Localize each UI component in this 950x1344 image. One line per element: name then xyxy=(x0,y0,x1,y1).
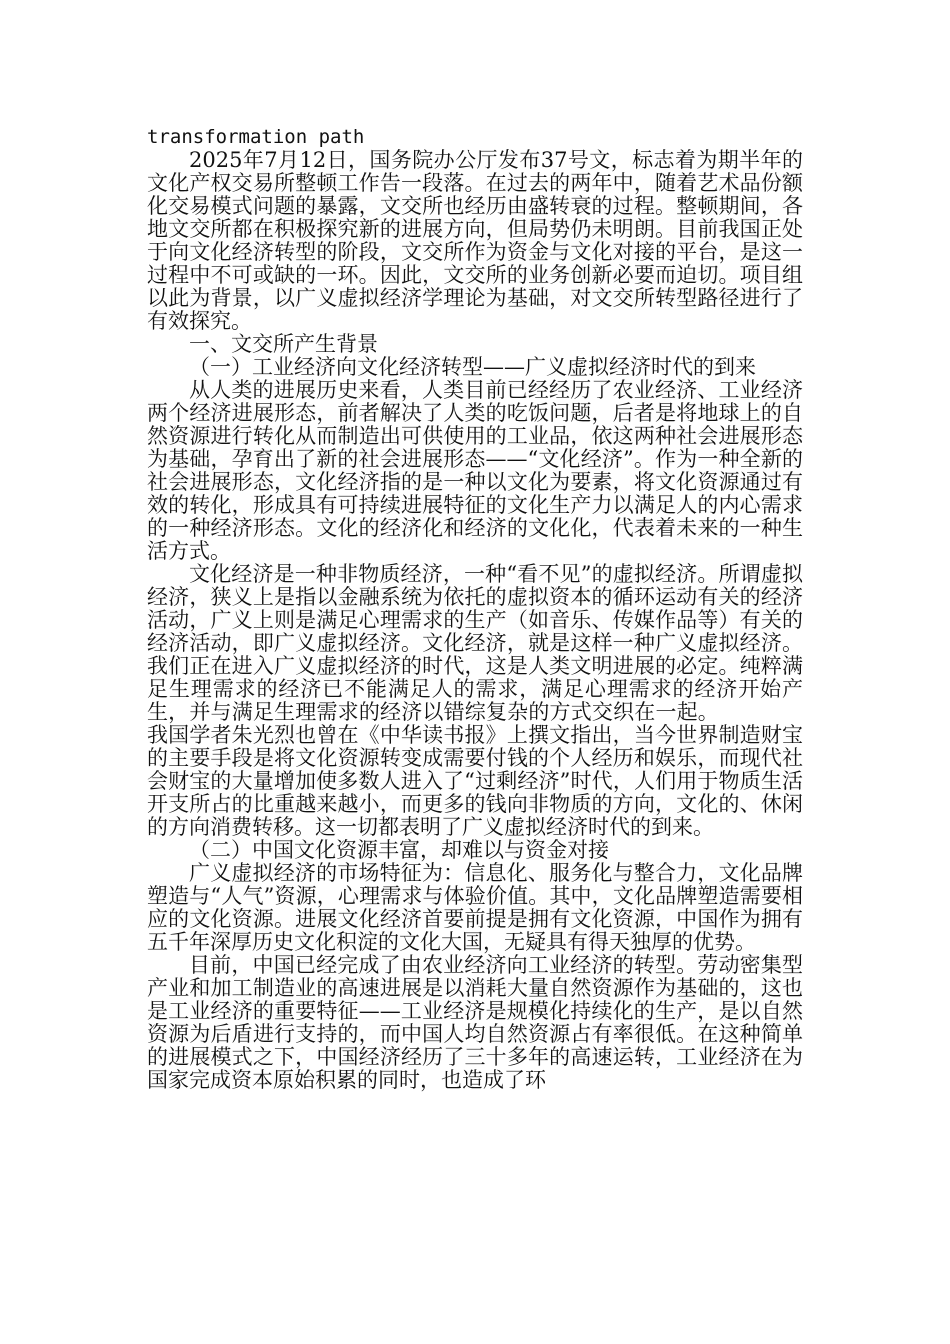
section-heading-1: 一、文交所产生背景 xyxy=(189,332,378,356)
paragraph-virtual-economy xyxy=(147,563,803,839)
top-line: transformation path xyxy=(147,126,365,148)
document-page xyxy=(147,126,803,1092)
paragraph-economy-history: 从人类的进展历史来看，人类目前已经经历了农业经济、工业经济两个经济进展形态，前者解决了人类的吃饭问题，后者是将地球上的自然资源进行转化从而制造出可供使用的工业品，依这两种社会进展形态为基础，孕育出了新的社会进展形态——“文化经济”。作为一种全新的社会进展形态，文化经济指的是一种以文化为要素，将文化资源通过有效的转化，形成具有可持续进展特征的文化生产力以满足人的内心需求的一种经济形态。文化的经济化和经济的文化化，代表着未来的一种生活方式。 xyxy=(147,378,803,563)
paragraph-intro: 2025年7月12日，国务院办公厅发布37号文，标志着为期半年的文化产权交易所整顿工作告一段落。在过去的两年中，随着艺术品份额化交易模式问题的暴露，文交所也经历由盛转衰的过程。整顿期间，各地文交所都在积极探究新的进展方向，但局势仍未明朗。目前我国正处于向文化经济转型的阶段，文交所作为资金与文化对接的平台，是这一过程中不可或缺的一环。因此，文交所的业务创新必要而迫切。项目组以此为背景，以广义虚拟经济学理论为基础，对文交所转型路径进行了有效探究。 xyxy=(147,148,803,333)
paragraph-market-features: 广义虚拟经济的市场特征为：信息化、服务化与整合力，文化品牌塑造与“人气”资源，心理需求与体验价值。其中，文化品牌塑造需要相应的文化资源。进展文化经济首要前提是拥有文化资源，中国作为拥有五千年深厚历史文化积淀的文化大国，无疑具有得天独厚的优势。 xyxy=(147,861,803,954)
paragraph-virtual-economy-part-b: 我国学者朱光烈也曾在《中华读书报》上撰文指出，当今世界制造财宝的主要手段是将文化资源转变成需要付钱的个人经历和娱乐，而现代社会财宝的大量增加使多数人进入了“过剩经济”时代，人们用于物质生活开支所占的比重越来越小，而更多的钱向非物质的方向，文化的、休闲的方向消费转移。这一切都表明了广义虚拟经济时代的到来。 xyxy=(147,723,803,839)
paragraph-virtual-economy-part-a: 文化经济是一种非物质经济，一种“看不见”的虚拟经济。所谓虚拟经济，狭义上是指以金融系统为依托的虚拟资本的循环运动有关的经济活动，广义上则是满足心理需求的生产（如音乐、传媒作品等）有关的经济活动，即广义虚拟经济。文化经济，就是这样一种广义虚拟经济。我们正在进入广义虚拟经济的时代，这是人类文明进展的必定。纯粹满足生理需求的经济已不能满足人的需求，满足心理需求的经济开始产生，并与满足生理需求的经济以错综复杂的方式交织在一起。 xyxy=(147,562,803,724)
subsection-heading-2: （二）中国文化资源丰富，却难以与资金对接 xyxy=(189,838,609,862)
subsection-heading-1: （一）工业经济向文化经济转型——广义虚拟经济时代的到来 xyxy=(189,355,756,379)
paragraph-industrial-transition: 目前，中国已经完成了由农业经济向工业经济的转型。劳动密集型产业和加工制造业的高速进展是以消耗大量自然资源作为基础的，这也是工业经济的重要特征——工业经济是规模化持续化的生产，是以自然资源为后盾进行支持的，而中国人均自然资源占有率很低。在这种简单的进展模式之下，中国经济经历了三十多年的高速运转，工业经济在为国家完成资本原始积累的同时，也造成了环 xyxy=(147,953,803,1092)
